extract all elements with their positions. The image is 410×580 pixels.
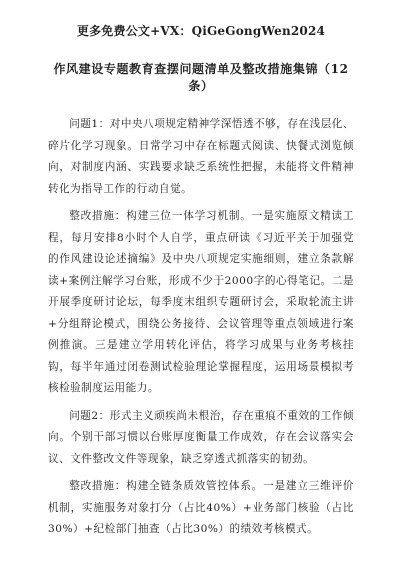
paragraph-problem-2: 问题2：形式主义顽疾尚未根治，存在重痕不重效的工作倾向。个别干部习惯以台账厚度衡量工作成效，存在会议落实会议、文件整改文件等现象，缺乏穿透式抓落实的韧劲。 (48, 409, 354, 465)
document-title: 作风建设专题教育查摆问题清单及整改措施集锦（12条） (53, 62, 349, 93)
paragraph-measures-2: 整改措施：构建全链条质效管控体系。一是建立三维评价机制，实施服务对象打分（占比40%）+业务部门核验（占比30%）+纪检部门抽查（占比30%）的绩效考核模式。 (48, 480, 354, 535)
paragraph-measures-1: 整改措施：构建三位一体学习机制。一是实施原文精读工程，每月安排8小时个人自学，重点研读《习近平关于加强党的作风建设论述摘编》及中央八项规定实施细则，建立条款解读+案例注解学习台账，形成不少于2000字的心得笔记。二是开展季度研讨论坛，每季度末组织专题研讨会，采取轮流主讲+分组辩论模式，围绕公务接待、会议管理等重点领域进行案例推演。三是建立学用转化评估，将学习成果与业务考核挂钩，每半年通过闭卷测试检验理论掌握程度，运用场景模拟考核检验制度运用能力。 (48, 210, 354, 394)
paragraph-problem-1: 问题1：对中央八项规定精神学深悟透不够，存在浅层化、碎片化学习现象。日常学习中存在标题式阅读、快餐式浏览倾向，对制度内涵、实践要求缺乏系统性把握，未能将文件精神转化为指导工作的行动自觉。 (48, 118, 354, 195)
page-header: 更多免费公文+VX：QiGeGongWen2024 (76, 24, 326, 38)
